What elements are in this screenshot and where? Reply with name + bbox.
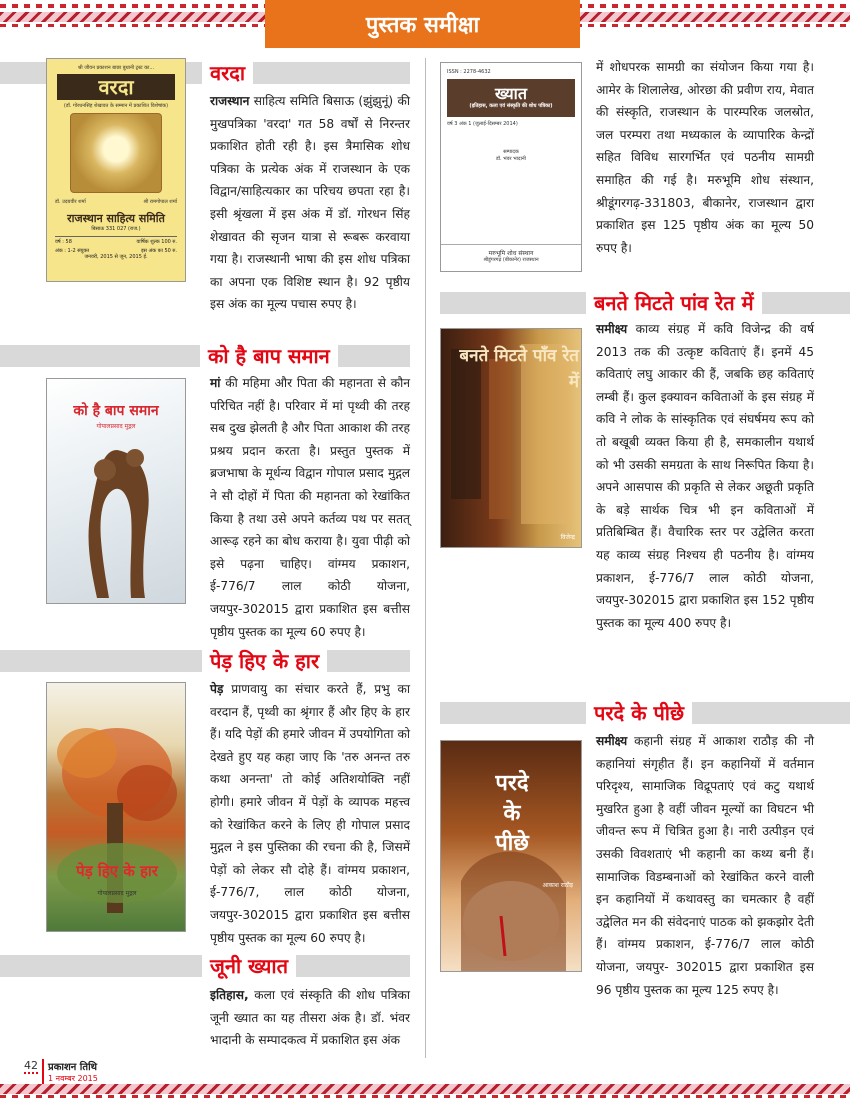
- cover-title-line3: पीछे: [495, 831, 529, 856]
- footer-info: [42, 1059, 98, 1084]
- section-title-parde: परदे के पीछे: [586, 699, 692, 727]
- cover-bante: [440, 328, 582, 548]
- decorative-border-bottom: [0, 1080, 850, 1100]
- footer-magazine: प्रकाशन तिथि: [48, 1062, 98, 1073]
- lead-word: इतिहास,: [210, 988, 249, 1002]
- cover-org: राजस्थान साहित्य समिति: [67, 212, 165, 225]
- review-body: की महिमा और पिता की महानता से कौन परिचित नहीं है। परिवार में मां पृथ्वी की तरह सब दुख झेलती है और पिता आकाश की तरह प्रश्रय प्रदान करता है। प्रस्तुत पुस्तक में ब्रजभाषा के मूर्धन्य विद्वान गोपाल प्रसाद मुद्गल ने सौ दोहों में पिता की महानता को रेखांकित किया है तथा उसे अपने कर्तव्य पथ पर सतत् आरूढ़ रहने का बोध कराया है। युवा पीढ़ी को इसे पढ़ना चाहिए। वांग्मय प्रकाशन, ई-776/7 लाल कोठी योजना, जयपुर-302015 द्वारा प्रकाशित इस बत्तीस पृष्ठीय पुस्तक का मूल्य 60 रुपए है।: [210, 376, 410, 639]
- cover-title: को है बाप समान: [73, 403, 159, 419]
- cover-author: गोपालप्रसाद मुद्गल: [97, 890, 137, 897]
- editor-left: डॉ. उदयवीर शर्मा: [55, 199, 86, 205]
- review-text-parde: [596, 730, 814, 1001]
- review-body: प्राणवायु का संचार करते हैं, प्रभु का वरदान हैं, पृथ्वी का श्रृंगार हैं और हिए के हार हैं। यदि पेड़ों की हमारे जीवन में उपयोगिता को देखते हुए यह कहा जाए कि 'तरु अनन्त तरु कथा अनन्ता' तो कोई अतिशयोक्ति नहीं होगी। हमारे जीवन में पेड़ों के व्यापक महत्त्व को रेखांकित करने के लिए ही गोपाल प्रसाद मुद्गल ने इस पुस्तिका की रचना की है, जिसमें पेड़ों को लेकर सौ दोहे हैं। वांग्मय प्रकाशन, ई-776/7, लाल कोठी योजना, जयपुर-302015 द्वारा प्रकाशित इस बत्तीस पृष्ठीय पुस्तक का मूल्य 60 रुपए है।: [210, 682, 410, 945]
- cover-title: वरदा: [57, 74, 175, 100]
- saraswati-illustration: [70, 113, 162, 193]
- review-body: काव्य संग्रह में कवि विजेन्द्र की वर्ष 2013 तक की उत्कृष्ट कविताएं हैं। इनमें 45 कविताएं लघु आकार की हैं, जबकि छह कविताएं लम्बी हैं। कुल इक्यावन कविताओं के इस संग्रह में कवि ने लोक के सांस्कृतिक एवं संघर्षमय रूप को तो बखूबी व्यक्त किया ही है, समकालीन यथार्थ को भी उसकी समग्रता के साथ निरूपित किया है। अपने आसपास की प्रकृति से लेकर अछूती प्रकृति के बड़े सार्थक चित्र भी इन कविताओं में प्रतिबिम्बित हैं। वैचारिक स्तर पर उद्वेलित करता यह काव्य संग्रह निश्चय ही पठनीय है। वांग्मय प्रकाशन, ई-776/7 लाल कोठी योजना, जयपुर-302015 द्वारा प्रकाशित इस 152 पृष्ठीय पुस्तक का मूल्य 400 रुपए है।: [596, 322, 814, 630]
- cover-editor: डॉ. भंवर भादानी: [496, 156, 526, 162]
- page-footer: [24, 1059, 98, 1084]
- cover-ped: [46, 682, 186, 932]
- editor-right: श्री रामगोपाल शर्मा: [143, 199, 177, 205]
- section-title-ped: पेड़ हिए के हार: [202, 647, 327, 675]
- section-title-varda: वरदा: [202, 59, 253, 87]
- cover-fee: वार्षिक शुल्क 100 रु.: [136, 239, 177, 245]
- column-divider: [425, 58, 426, 1058]
- review-text-ped: [210, 678, 410, 949]
- sculpture-illustration: [47, 430, 186, 600]
- cover-title-line1: परदे: [495, 771, 529, 796]
- review-body: कहानी संग्रह में आकाश राठौड़ की नौ कहानियां संगृहीत हैं। इन कहानियों में वर्तमान परिदृश्य, सामाजिक विद्रूपताएं एवं कटु यथार्थ मुखरित हुआ है वहीं जीवन मूल्यों का विघटन भी जीवन्त रूप में चित्रित हुआ है। नारी उत्पीड़न एवं उसकी विवशताएं भी कहानी का कथ्य बनी हैं। सामाजिक विडम्बनाओं को रेखांकित करने वाली इन कहानियों में कथावस्तु का चमत्कार है वहीं उद्वेलित मन की संवेदनाएं पाठक को झकझोर देती हैं। वांग्मय प्रकाशन, ई-776/7 लाल कोठी योजना, जयपुर- 302015 द्वारा प्रकाशित इस 96 पृष्ठीय पुस्तक का मूल्य 125 रुपए है।: [596, 734, 814, 997]
- lead-word: समीक्ष्य: [596, 322, 628, 336]
- lead-word: पेड़: [210, 682, 224, 696]
- cover-title-line2: के: [503, 801, 521, 826]
- cover-juni-khyat: [440, 62, 582, 272]
- review-text-ko-hai-baap: [210, 372, 410, 643]
- review-body: कला एवं संस्कृति की शोध पत्रिका जूनी ख्यात का यह तीसरा अंक है। डॉ. भंवर भादानी के सम्पादकत्व में प्रकाशित इस अंक: [210, 988, 410, 1048]
- review-text-juni-cont: में शोधपरक सामग्री का संयोजन किया गया है। आमेर के शिलालेख, ओरछा की प्रवीण राय, मेवात की संस्कृति, राजस्थान के पारम्परिक जलस्रोत, जल परम्परा तथा मध्यकाल के व्यापारिक केन्द्रों सहित विविध सारगर्भित एवं पठनीय सामग्री समाहित की गई है। मरुभूमि शोध संस्थान, श्रीडूंगरगढ़-331803, बीकानेर, राजस्थान द्वारा प्रकाशित इस 125 पृष्ठीय अंक का मूल्य 50 रुपए है।: [596, 60, 814, 255]
- page-number: 42: [24, 1059, 38, 1072]
- cover-date: जनवरी, 2015 से जून, 2015 ई.: [84, 254, 148, 260]
- cover-issue: अंक : 1-2 संयुक्त: [55, 248, 90, 254]
- cover-issue: वर्ष 3 अंक 1 (जुलाई-दिसम्बर 2014): [447, 121, 518, 127]
- review-text-juni: [210, 984, 410, 1052]
- cover-author: विजेन्द्र: [560, 534, 575, 541]
- lead-word: राजस्थान: [210, 94, 250, 108]
- cover-editor-label: सम्पादक: [503, 149, 519, 155]
- cover-title: ख्यात: [495, 84, 527, 103]
- cover-author: गोपालप्रसाद मुद्गल: [96, 423, 136, 430]
- cover-year: वर्ष : 58: [55, 239, 72, 245]
- cover-place: श्रीडूंगरगढ़ (बीकानेर) राजस्थान: [483, 257, 539, 263]
- cover-title: [441, 769, 582, 859]
- cover-subtitle: (इतिहास, कला एवं संस्कृति की शोध पत्रिका): [469, 103, 553, 109]
- cover-copy: इस अंक का 50 रु.: [141, 248, 177, 254]
- section-title-bante: बनते मिटते पांव रेत में: [586, 289, 762, 317]
- cover-top-line: श्री जीवन प्रकाशन बाछा बुधानी ट्रस्ट का...: [77, 65, 155, 71]
- cover-ko-hai-baap: [46, 378, 186, 604]
- cover-subtitle: (डॉ. गोरधनसिंह शेखावत के सम्मान में प्रकाशित विशेषांक): [63, 103, 169, 109]
- cover-publisher: मरुभूमि शोध संस्थान: [488, 250, 534, 257]
- review-text-bante: [596, 318, 814, 634]
- section-title-ko-hai-baap: को है बाप समान: [200, 342, 338, 370]
- page-header: पुस्तक समीक्षा: [265, 0, 580, 48]
- lead-word: समीक्ष्य: [596, 734, 628, 748]
- cover-publisher-block: [441, 244, 581, 263]
- cover-title-band: [447, 79, 575, 117]
- footer-date: 1 नवम्बर 2015: [48, 1074, 98, 1083]
- cover-parde: [440, 740, 582, 972]
- review-text-varda: [210, 90, 410, 316]
- lead-word: मां: [210, 376, 221, 390]
- cover-title: बनते मिटते पाँव रेत में: [459, 346, 579, 392]
- cover-varda: [46, 58, 186, 282]
- section-title-juni: जूनी ख्यात: [202, 952, 296, 980]
- cover-pin: बिसाऊ 331 027 (राज.): [91, 226, 141, 232]
- cover-title: पेड़ हिए के हार: [76, 862, 158, 880]
- review-body: साहित्य समिति बिसाऊ (झुंझुनूं) की मुखपत्रिका 'वरदा' गत 58 वर्षों से निरन्तर प्रकाशित होती रही है। इस त्रैमासिक शोध पत्रिका के प्रत्येक अंक में राजस्थान के एक विद्वान/साहित्यकार का परिचय छपता रहा है। इसी श्रृंखला में इस अंक में डॉ. गोरधन सिंह शेखावत की सृजन यात्रा से रूबरू करवाया गया है। राजस्थानी भाषा की इस शोध पत्रिका का अपना एक विशिष्ट स्थान है। 92 पृष्ठीय इस अंक का मूल्य पचास रुपए है।: [210, 94, 410, 312]
- cover-issn: ISSN : 2278-4632: [447, 69, 491, 75]
- cover-author: आकाश राठौड़: [542, 882, 573, 889]
